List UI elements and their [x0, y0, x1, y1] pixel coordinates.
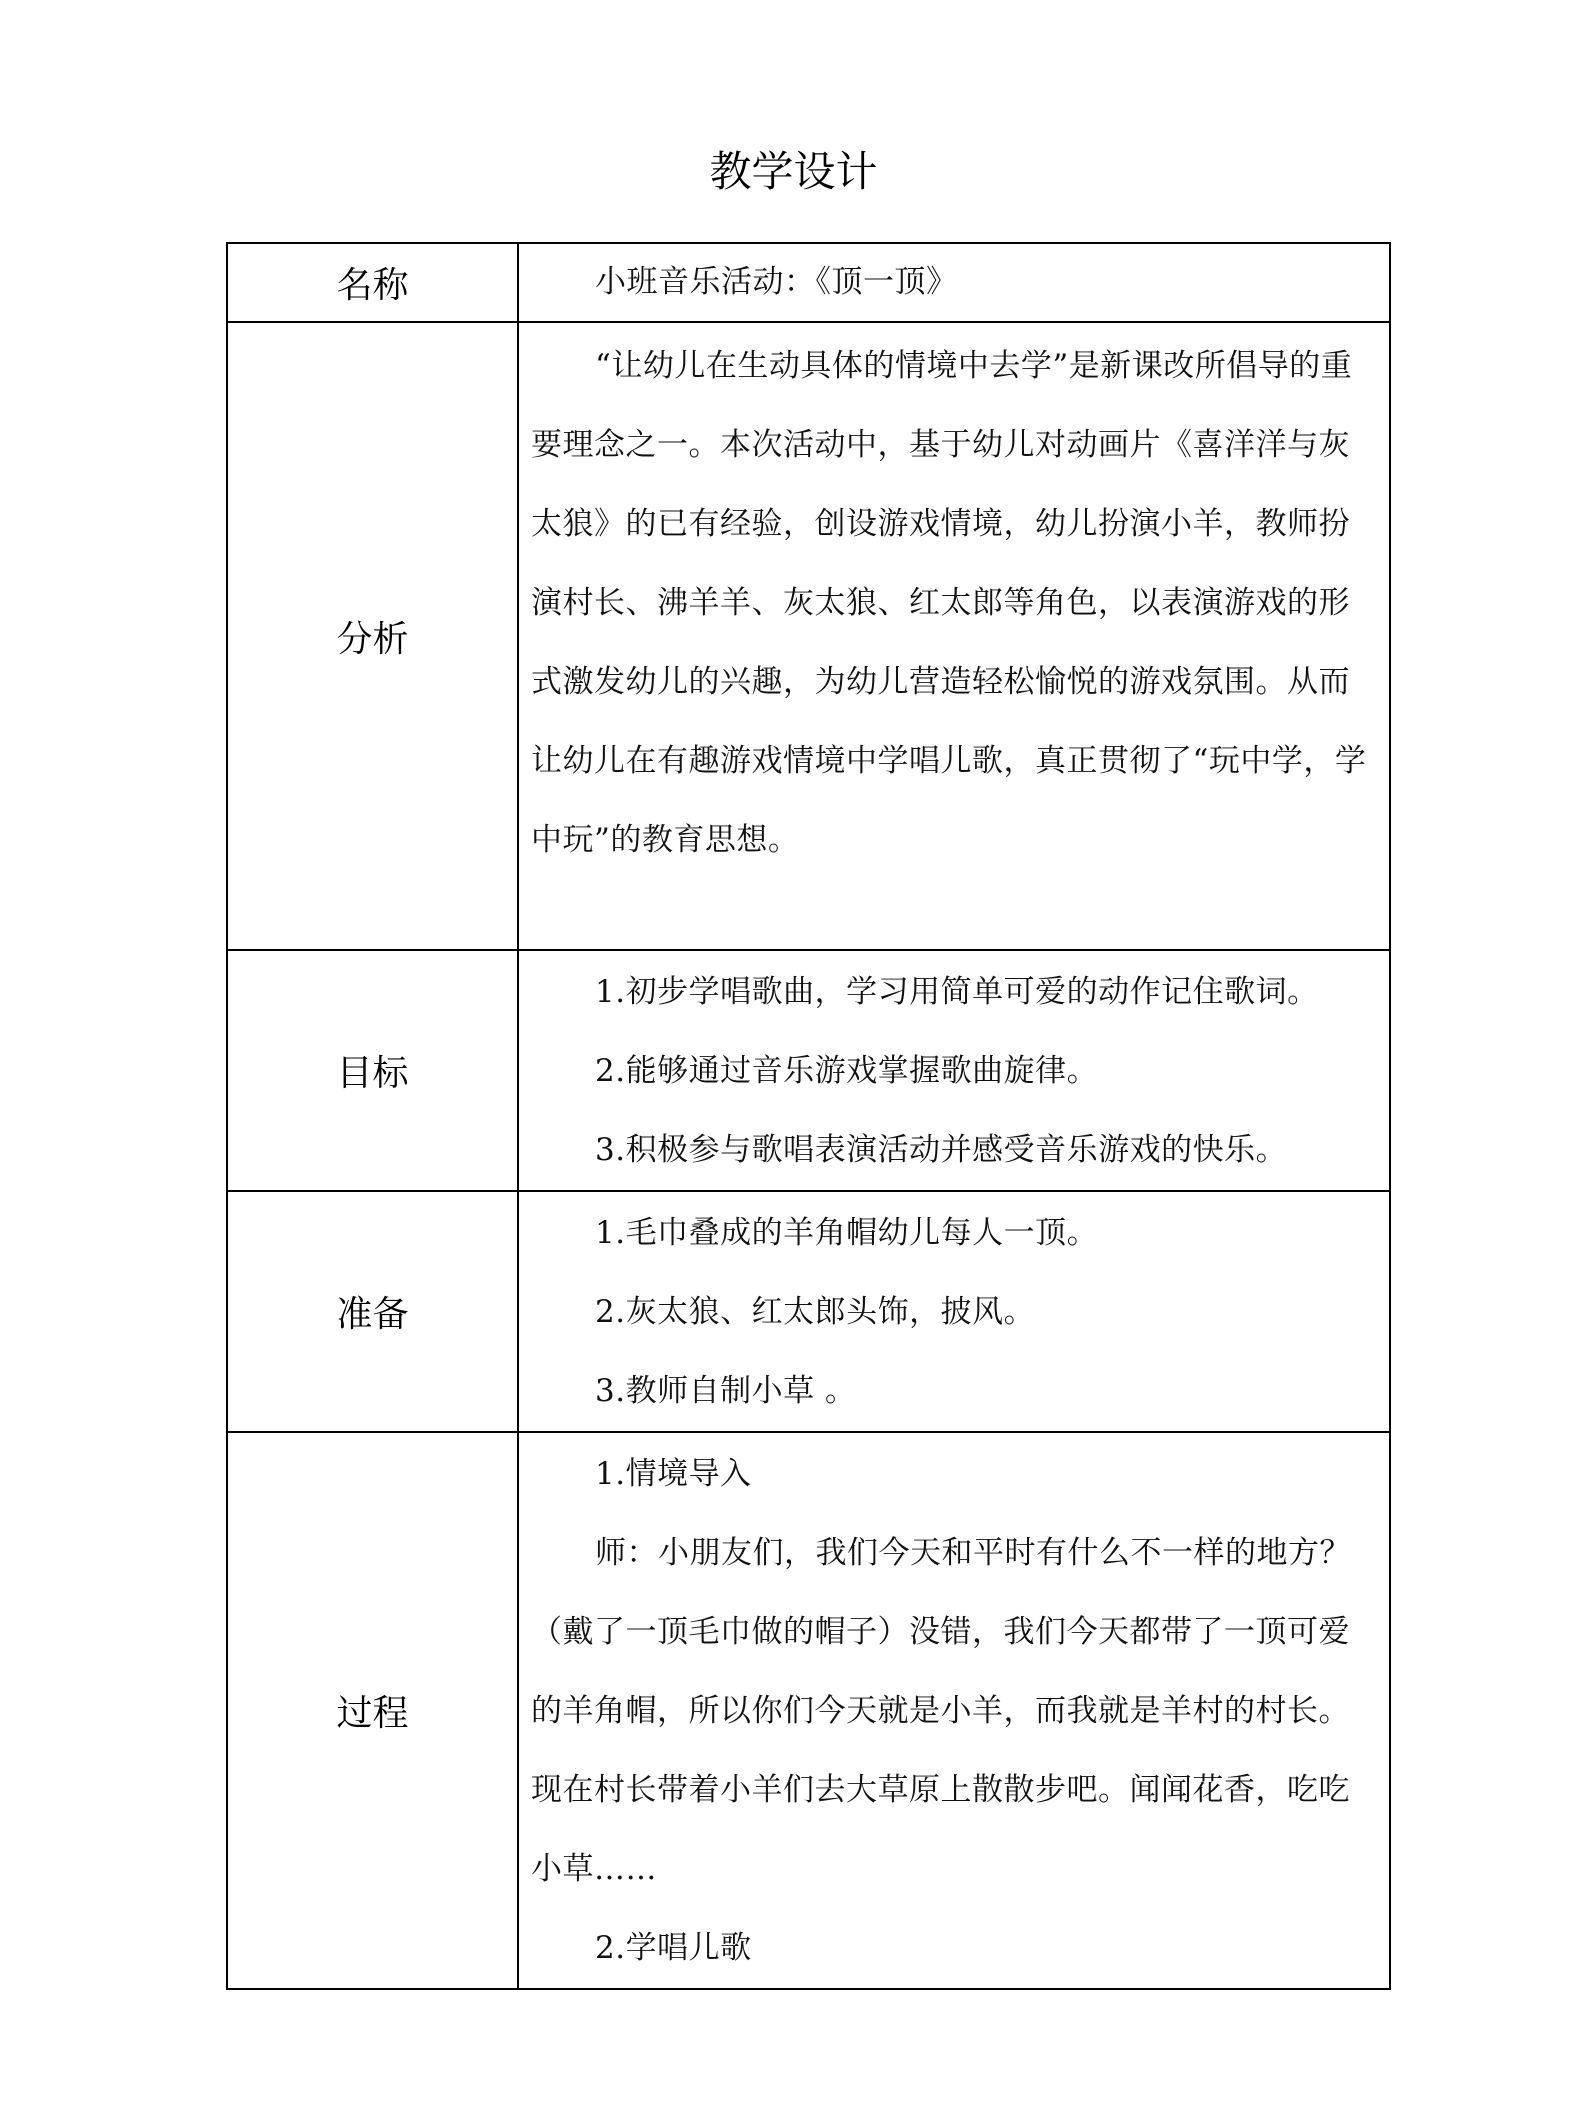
activity-name: 小班音乐活动：《顶一顶》: [595, 264, 958, 300]
table-row-preparation: [227, 1191, 1390, 1432]
table-row-name: [227, 243, 1390, 322]
preparation-item: 2.灰太狼、红太郎头饰，披风。: [595, 1294, 1036, 1330]
table-row-goals: [227, 950, 1390, 1191]
row-content-preparation: [518, 1191, 1390, 1432]
table-row-process: [227, 1432, 1390, 1989]
row-label-name: 名称: [227, 243, 518, 322]
goal-item: 1.初步学唱歌曲，学习用简单可爱的动作记住歌词。: [595, 974, 1319, 1010]
row-content-name: [518, 243, 1390, 322]
row-label-analysis: 分析: [227, 322, 518, 950]
page-title: 教学设计: [709, 147, 878, 196]
process-step-text: 师：小朋友们，我们今天和平时有什么不一样的地方？（戴了一顶毛巾做的帽子）没错，我们今天都带了一顶可爱的羊角帽，所以你们今天就是小羊，而我就是羊村的村长。现在村长带着小羊们去大草原上散散步吧。闻闻花香，吃吃小草……: [531, 1535, 1351, 1887]
row-content-analysis: [518, 322, 1390, 950]
process-step-heading: 1.情境导入: [595, 1456, 752, 1492]
table-row-analysis: [227, 322, 1390, 950]
row-label-goals: 目标: [227, 950, 518, 1191]
row-label-preparation: 准备: [227, 1191, 518, 1432]
analysis-paragraph: “让幼儿在生动具体的情境中去学”是新课改所倡导的重要理念之一。本次活动中，基于幼儿对动画片《喜洋洋与灰太狼》的已有经验，创设游戏情境，幼儿扮演小羊，教师扮演村长、沸羊羊、灰太狼、红太郎等角色，以表演游戏的形式激发幼儿的兴趣，为幼儿营造轻松愉悦的游戏氛围。从而让幼儿在有趣游戏情境中学唱儿歌，真正贯彻了“玩中学，学中玩”的教育思想。: [531, 348, 1367, 858]
process-step-heading: 2.学唱儿歌: [595, 1930, 752, 1966]
row-content-process: [518, 1432, 1390, 1989]
preparation-item: 1.毛巾叠成的羊角帽幼儿每人一顶。: [595, 1215, 1099, 1251]
preparation-item: 3.教师自制小草 。: [595, 1373, 857, 1409]
row-content-goals: [518, 950, 1390, 1191]
goal-item: 3.积极参与歌唱表演活动并感受音乐游戏的快乐。: [595, 1132, 1288, 1168]
lesson-design-table: [226, 242, 1391, 1990]
goal-item: 2.能够通过音乐游戏掌握歌曲旋律。: [595, 1053, 1099, 1089]
row-label-process: 过程: [227, 1432, 518, 1989]
